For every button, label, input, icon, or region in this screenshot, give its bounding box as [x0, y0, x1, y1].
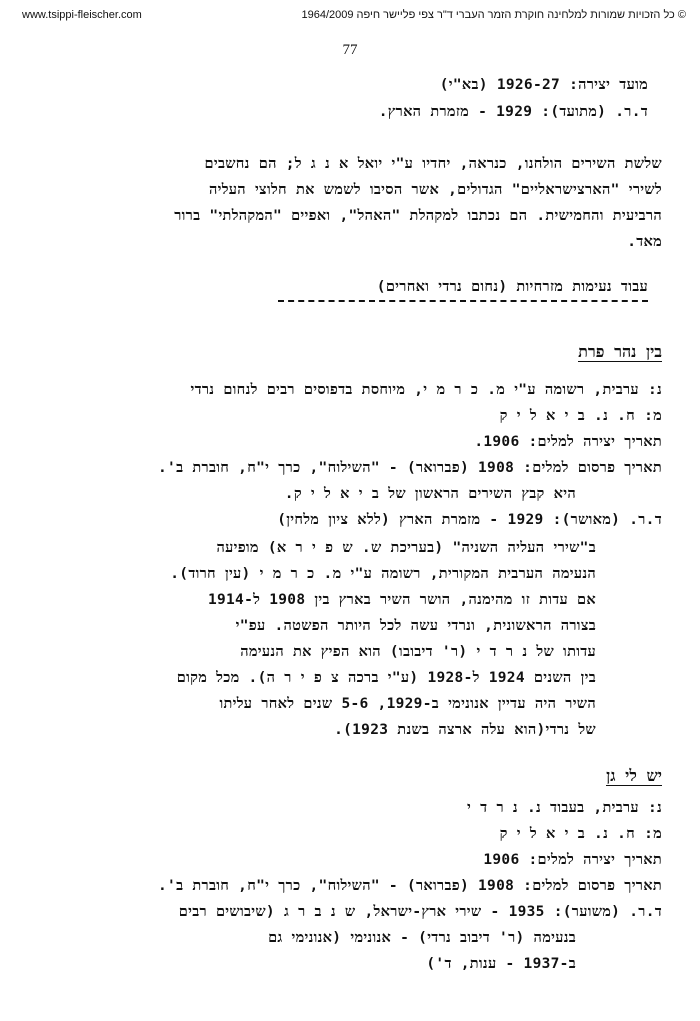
song-1-line: אם עדות זו מהימנה, הושר השיר בארץ בין 1908 ל-1914 — [207, 592, 596, 608]
song-1-line: בין השנים 1924 ל-1928 (ע"י ברכה צ פ י ר ה). מכל מקום — [176, 670, 596, 686]
song-2-line: בנעימה (ר' דיבוב נרדי) - אנונימי (אנונימי גם — [268, 930, 576, 946]
song-1-line: הנעימה הערבית המקורית, רשומה ע"י מ. כ ר מ י (עין חרוד). — [170, 566, 596, 582]
song-1-line: בצורה הראשונית, ונרדי עשה לכל היותר הפשטה. עפ"י — [235, 618, 596, 634]
song-1-line: ב"שירי העליה השניה" (בעריכת ש. ש פ י ר א) מופיעה — [216, 540, 596, 556]
song-2-line: נ: ערבית, בעבוד נ. נ ר ד י — [467, 800, 662, 816]
song-2-title: יש לי גן — [606, 766, 662, 785]
section-title-dashed-rule — [278, 300, 648, 302]
song-1-line: עדותו של נ ר ד י (ר' דיבובו) הוא הפיץ את הנעימה — [240, 644, 596, 660]
song-1-line: היא קבץ השירים הראשון של ב י א ל י ק. — [284, 486, 576, 502]
paragraph-line-3: הרביעית והחמישית. הם נכתבו למקהלת "האהל", ואפיים "המקהלתי" ברור — [174, 208, 662, 224]
song-1-line: תאריך יצירה למלים: 1906. — [474, 434, 662, 450]
song-1-line: השיר היה עדיין אנונימי ב-1929, 5-6 שנים לאחר עליתו — [219, 696, 596, 712]
song-1-line: ד.ר. (מאושר): 1929 - מזמרת הארץ (ללא ציון מלחין) — [277, 512, 662, 528]
song-2-line: ד.ר. (משוער): 1935 - שירי ארץ-ישראל, ש נ ב ר ג (שיבושים רבים — [178, 904, 662, 920]
website-url: www.tsippi-fleischer.com — [22, 9, 142, 21]
song-2-line: ב-1937 - ענות, ד') — [426, 956, 576, 972]
song-2-line: תאריך יצירה למלים: 1906 — [483, 852, 662, 868]
page-number: 77 — [342, 42, 358, 58]
section-title: עבוד נעימות מזרחיות (נחום נרדי ואחרים) — [376, 279, 648, 295]
song-1-line: מ: ח. נ. ב י א ל י ק — [499, 408, 662, 424]
song-2-line: תאריך פרסום למלים: 1908 (פברואר) - "השילוח", כרך י"ח, חוברת ב'. — [158, 878, 662, 894]
song-1-line: נ: ערבית, רשומה ע"י מ. כ ר מ י, מיוחסת בדפוסים רבים לנחום נרדי — [190, 382, 662, 398]
copyright-notice: © כל הזכויות שמורות למלחינה חוקרת הזמר העברי ד"ר צפי פליישר חיפה 1964/2009 — [301, 9, 686, 21]
paragraph-line-1: שלשת השירים הולחנו, כנראה, יחדיו ע"י יואל א נ ג ל; הם נחשבים — [204, 156, 662, 172]
paragraph-line-4: מאד. — [627, 234, 662, 250]
song-1-line: של נרדי(הוא עלה ארצה בשנת 1923). — [334, 722, 596, 738]
song-1-title: בין נהר פרת — [578, 342, 662, 361]
intro-line-1: מועד יצירה: 1926-27 (בא"י) — [439, 77, 648, 93]
intro-line-2: ד.ר. (מתועד): 1929 - מזמרת הארץ. — [378, 104, 648, 120]
song-1-line: תאריך פרסום למלים: 1908 (פברואר) - "השילוח", כרך י"ח, חוברת ב'. — [158, 460, 662, 476]
song-2-line: מ: ח. נ. ב י א ל י ק — [499, 826, 662, 842]
paragraph-line-2: לשירי "הארצישראליים" הגדולים, אשר הסיבו לשמש את חלוצי העליה — [208, 182, 662, 198]
